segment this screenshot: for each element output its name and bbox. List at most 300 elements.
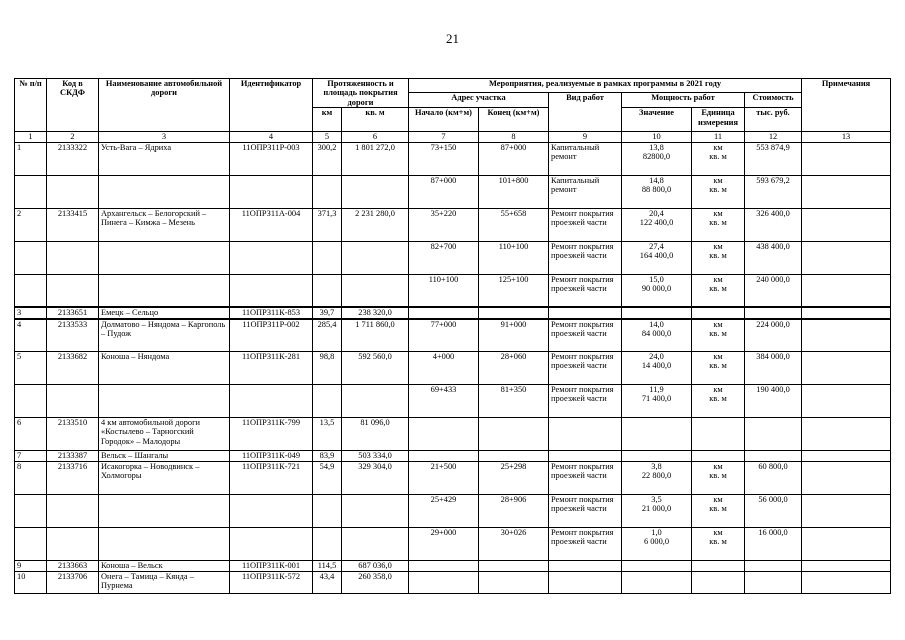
empty-cell bbox=[622, 561, 692, 572]
empty-cell bbox=[47, 274, 99, 307]
row-number: 5 bbox=[15, 352, 47, 385]
empty-cell bbox=[622, 572, 692, 594]
work-unit-linear: км bbox=[713, 352, 723, 362]
work-value-area: 90 000,0 bbox=[641, 284, 672, 294]
work-value bbox=[622, 462, 692, 495]
road-area-sqm: 1 801 272,0 bbox=[342, 142, 409, 175]
empty-cell bbox=[692, 561, 745, 572]
row-number: 6 bbox=[15, 418, 47, 451]
work-unit-area: кв. м bbox=[709, 251, 727, 261]
notes-cell bbox=[802, 528, 891, 561]
road-name: Усть-Вага – Ядриха bbox=[99, 142, 230, 175]
road-area-sqm: 1 711 860,0 bbox=[342, 319, 409, 352]
column-number: 2 bbox=[47, 132, 99, 142]
empty-cell bbox=[230, 241, 313, 274]
notes-cell bbox=[802, 462, 891, 495]
section-end: 125+100 bbox=[479, 274, 549, 307]
road-code: 2133706 bbox=[47, 572, 99, 594]
empty-cell bbox=[622, 307, 692, 318]
road-area-sqm: 592 560,0 bbox=[342, 352, 409, 385]
road-name: Исакогорка – Новодвинск – Холмогоры bbox=[99, 462, 230, 495]
work-value bbox=[622, 274, 692, 307]
work-unit-area: кв. м bbox=[709, 394, 727, 404]
empty-cell bbox=[99, 385, 230, 418]
road-identifier: 11ОПРЗ11К-001 bbox=[230, 561, 313, 572]
work-unit-linear: км bbox=[713, 462, 723, 472]
empty-cell bbox=[99, 274, 230, 307]
work-unit bbox=[692, 462, 745, 495]
notes-cell bbox=[802, 307, 891, 318]
road-name: Онега – Тамица – Кянда – Пурнема bbox=[99, 572, 230, 594]
road-name: Емецк – Сельцо bbox=[99, 307, 230, 318]
work-value-area: 88 800,0 bbox=[641, 185, 672, 195]
notes-cell bbox=[802, 274, 891, 307]
empty-cell bbox=[745, 418, 802, 451]
empty-cell bbox=[230, 175, 313, 208]
column-number: 12 bbox=[745, 132, 802, 142]
road-program-table bbox=[14, 78, 891, 594]
work-value-area: 164 400,0 bbox=[639, 251, 674, 261]
road-name: Вельск – Шангалы bbox=[99, 451, 230, 462]
row-number: 10 bbox=[15, 572, 47, 594]
work-type: Капитальный ремонт bbox=[549, 142, 622, 175]
road-identifier: 11ОПРЗ11К-853 bbox=[230, 307, 313, 318]
column-number: 4 bbox=[230, 132, 313, 142]
empty-cell bbox=[47, 385, 99, 418]
header-activities: Мероприятия, реализуемые в рамках программы в 2021 году bbox=[409, 79, 802, 93]
road-identifier: 11ОПРЗ11К-281 bbox=[230, 352, 313, 385]
empty-cell bbox=[313, 528, 342, 561]
section-end: 28+906 bbox=[479, 495, 549, 528]
table-row bbox=[15, 319, 891, 352]
empty-cell bbox=[622, 451, 692, 462]
notes-cell bbox=[802, 241, 891, 274]
empty-cell bbox=[549, 451, 622, 462]
work-unit-linear: км bbox=[713, 528, 723, 538]
road-area-sqm: 687 036,0 bbox=[342, 561, 409, 572]
empty-cell bbox=[342, 241, 409, 274]
work-value-linear: 13,8 bbox=[649, 142, 664, 152]
section-start: 73+150 bbox=[409, 142, 479, 175]
work-value-linear: 20,4 bbox=[649, 208, 664, 218]
work-type: Капитальный ремонт bbox=[549, 175, 622, 208]
header-start: Начало (км+м) bbox=[409, 108, 479, 132]
section-end: 28+060 bbox=[479, 352, 549, 385]
empty-cell bbox=[479, 572, 549, 594]
header-unit: Единица измерения bbox=[692, 108, 745, 132]
empty-cell bbox=[479, 451, 549, 462]
column-number: 9 bbox=[549, 132, 622, 142]
notes-cell bbox=[802, 352, 891, 385]
empty-cell bbox=[479, 561, 549, 572]
work-value-area: 6 000,0 bbox=[643, 537, 670, 547]
work-unit-area: кв. м bbox=[709, 504, 727, 514]
notes-cell bbox=[802, 208, 891, 241]
work-value bbox=[622, 142, 692, 175]
column-number: 11 bbox=[692, 132, 745, 142]
header-end: Конец (км+м) bbox=[479, 108, 549, 132]
empty-cell bbox=[342, 495, 409, 528]
empty-cell bbox=[409, 307, 479, 318]
empty-cell bbox=[549, 418, 622, 451]
work-type: Ремонт покрытия проезжей части bbox=[549, 528, 622, 561]
road-code: 2133682 bbox=[47, 352, 99, 385]
work-cost: 56 000,0 bbox=[745, 495, 802, 528]
work-value-area: 84 000,0 bbox=[641, 328, 672, 338]
road-length-km: 54,9 bbox=[313, 462, 342, 495]
row-number: 7 bbox=[15, 451, 47, 462]
row-number: 2 bbox=[15, 208, 47, 241]
row-number: 4 bbox=[15, 319, 47, 352]
work-unit bbox=[692, 208, 745, 241]
road-identifier: 11ОПРЗ11Р-002 bbox=[230, 319, 313, 352]
empty-cell bbox=[313, 175, 342, 208]
road-name: 4 км автомобильной дороги «Костылево – Тарногский Городок» – Малодоры bbox=[99, 418, 230, 451]
column-number: 6 bbox=[342, 132, 409, 142]
work-value-linear: 3,5 bbox=[651, 495, 662, 505]
notes-cell bbox=[802, 495, 891, 528]
work-cost: 384 000,0 bbox=[745, 352, 802, 385]
work-unit-area: кв. м bbox=[709, 328, 727, 338]
notes-cell bbox=[802, 385, 891, 418]
road-length-km: 83,9 bbox=[313, 451, 342, 462]
section-start: 29+000 bbox=[409, 528, 479, 561]
column-number: 5 bbox=[313, 132, 342, 142]
empty-cell bbox=[15, 385, 47, 418]
empty-cell bbox=[549, 572, 622, 594]
work-value-linear: 24,0 bbox=[649, 352, 664, 362]
header-code: Код в СКДФ bbox=[47, 79, 99, 132]
empty-cell bbox=[692, 451, 745, 462]
work-unit-area: кв. м bbox=[709, 185, 727, 195]
work-unit-linear: км bbox=[713, 208, 723, 218]
notes-cell bbox=[802, 572, 891, 594]
empty-cell bbox=[745, 307, 802, 318]
header-notes: Примечания bbox=[802, 79, 891, 132]
section-start: 4+000 bbox=[409, 352, 479, 385]
work-value-area: 82800,0 bbox=[642, 152, 671, 162]
road-code: 2133322 bbox=[47, 142, 99, 175]
section-start: 77+000 bbox=[409, 319, 479, 352]
empty-cell bbox=[549, 561, 622, 572]
row-number: 1 bbox=[15, 142, 47, 175]
empty-cell bbox=[15, 495, 47, 528]
table-header bbox=[15, 79, 891, 143]
work-cost: 438 400,0 bbox=[745, 241, 802, 274]
empty-cell bbox=[99, 175, 230, 208]
empty-cell bbox=[342, 528, 409, 561]
work-value-linear: 14,0 bbox=[649, 319, 664, 329]
road-code: 2133415 bbox=[47, 208, 99, 241]
work-cost: 224 000,0 bbox=[745, 319, 802, 352]
work-unit bbox=[692, 175, 745, 208]
notes-cell bbox=[802, 418, 891, 451]
empty-cell bbox=[622, 418, 692, 451]
header-cost: Стоимость bbox=[745, 93, 802, 108]
header-length: Протяженность и площадь покрытия дороги bbox=[313, 79, 409, 108]
column-number: 10 bbox=[622, 132, 692, 142]
work-value bbox=[622, 208, 692, 241]
column-number: 13 bbox=[802, 132, 891, 142]
table-row bbox=[15, 352, 891, 385]
work-unit-linear: км bbox=[713, 175, 723, 185]
empty-cell bbox=[479, 418, 549, 451]
road-code: 2133533 bbox=[47, 319, 99, 352]
work-unit-area: кв. м bbox=[709, 361, 727, 371]
table-row bbox=[15, 418, 891, 451]
work-cost: 240 000,0 bbox=[745, 274, 802, 307]
work-unit-linear: км bbox=[713, 274, 723, 284]
road-code: 2133651 bbox=[47, 307, 99, 318]
table-row bbox=[15, 175, 891, 208]
section-start: 21+500 bbox=[409, 462, 479, 495]
section-start: 69+433 bbox=[409, 385, 479, 418]
empty-cell bbox=[409, 572, 479, 594]
empty-cell bbox=[230, 528, 313, 561]
work-value-linear: 11,9 bbox=[649, 385, 664, 395]
work-unit-linear: км bbox=[713, 495, 723, 505]
road-area-sqm: 238 320,0 bbox=[342, 307, 409, 318]
work-type: Ремонт покрытия проезжей части bbox=[549, 495, 622, 528]
work-unit bbox=[692, 319, 745, 352]
road-name: Коноша – Няндома bbox=[99, 352, 230, 385]
road-length-km: 39,7 bbox=[313, 307, 342, 318]
work-value bbox=[622, 385, 692, 418]
work-value-area: 21 000,0 bbox=[641, 504, 672, 514]
work-type: Ремонт покрытия проезжей части bbox=[549, 385, 622, 418]
work-value bbox=[622, 495, 692, 528]
road-area-sqm: 260 358,0 bbox=[342, 572, 409, 594]
empty-cell bbox=[692, 418, 745, 451]
row-number: 9 bbox=[15, 561, 47, 572]
work-unit-linear: км bbox=[713, 319, 723, 329]
work-unit bbox=[692, 352, 745, 385]
empty-cell bbox=[342, 274, 409, 307]
column-number: 3 bbox=[99, 132, 230, 142]
work-value-linear: 15,0 bbox=[649, 274, 664, 284]
road-name: Архангельск – Белогорский – Пинега – Кимжа – Мезень bbox=[99, 208, 230, 241]
empty-cell bbox=[15, 175, 47, 208]
section-end: 55+658 bbox=[479, 208, 549, 241]
road-identifier: 11ОПРЗ11К-572 bbox=[230, 572, 313, 594]
header-ident: Идентификатор bbox=[230, 79, 313, 132]
work-unit bbox=[692, 142, 745, 175]
table-row bbox=[15, 385, 891, 418]
work-unit bbox=[692, 385, 745, 418]
column-number: 8 bbox=[479, 132, 549, 142]
empty-cell bbox=[342, 385, 409, 418]
section-end: 91+000 bbox=[479, 319, 549, 352]
work-value bbox=[622, 319, 692, 352]
page-number: 21 bbox=[446, 31, 459, 46]
empty-cell bbox=[230, 385, 313, 418]
empty-cell bbox=[47, 528, 99, 561]
road-name: Коноша – Вельск bbox=[99, 561, 230, 572]
work-value-area: 22 800,0 bbox=[641, 471, 672, 481]
notes-cell bbox=[802, 561, 891, 572]
road-name: Долматово – Няндома – Каргополь – Пудож bbox=[99, 319, 230, 352]
work-cost: 190 400,0 bbox=[745, 385, 802, 418]
table-row bbox=[15, 208, 891, 241]
road-code: 2133387 bbox=[47, 451, 99, 462]
work-unit-linear: км bbox=[713, 241, 723, 251]
work-unit-area: кв. м bbox=[709, 537, 727, 547]
work-cost: 326 400,0 bbox=[745, 208, 802, 241]
table-row bbox=[15, 241, 891, 274]
road-length-km: 371,3 bbox=[313, 208, 342, 241]
work-value bbox=[622, 175, 692, 208]
work-type: Ремонт покрытия проезжей части bbox=[549, 352, 622, 385]
empty-cell bbox=[313, 274, 342, 307]
empty-cell bbox=[745, 572, 802, 594]
section-start: 87+000 bbox=[409, 175, 479, 208]
empty-cell bbox=[409, 451, 479, 462]
road-area-sqm: 503 334,0 bbox=[342, 451, 409, 462]
road-identifier: 11ОПРЗ11А-004 bbox=[230, 208, 313, 241]
header-name: Наименование автомобильной дороги bbox=[99, 79, 230, 132]
work-unit-linear: км bbox=[713, 385, 723, 395]
work-value-linear: 3,8 bbox=[651, 462, 662, 472]
empty-cell bbox=[313, 495, 342, 528]
road-code: 2133663 bbox=[47, 561, 99, 572]
empty-cell bbox=[409, 418, 479, 451]
header-address: Адрес участка bbox=[409, 93, 549, 108]
empty-cell bbox=[15, 241, 47, 274]
section-start: 35+220 bbox=[409, 208, 479, 241]
section-start: 110+100 bbox=[409, 274, 479, 307]
work-value-area: 14 400,0 bbox=[641, 361, 672, 371]
road-length-km: 13,5 bbox=[313, 418, 342, 451]
table-row bbox=[15, 528, 891, 561]
empty-cell bbox=[409, 561, 479, 572]
work-value bbox=[622, 241, 692, 274]
empty-cell bbox=[745, 451, 802, 462]
work-value-area: 122 400,0 bbox=[639, 218, 674, 228]
work-cost: 60 800,0 bbox=[745, 462, 802, 495]
road-area-sqm: 2 231 280,0 bbox=[342, 208, 409, 241]
work-cost: 16 000,0 bbox=[745, 528, 802, 561]
empty-cell bbox=[99, 241, 230, 274]
empty-cell bbox=[99, 495, 230, 528]
header-num: № п/п bbox=[15, 79, 47, 132]
work-type: Ремонт покрытия проезжей части bbox=[549, 208, 622, 241]
work-cost: 593 679,2 bbox=[745, 175, 802, 208]
work-unit-area: кв. м bbox=[709, 284, 727, 294]
row-number: 3 bbox=[15, 307, 47, 318]
section-end: 25+298 bbox=[479, 462, 549, 495]
work-value-linear: 14,8 bbox=[649, 175, 664, 185]
work-unit-area: кв. м bbox=[709, 471, 727, 481]
section-start: 82+700 bbox=[409, 241, 479, 274]
empty-cell bbox=[313, 385, 342, 418]
header-work-type: Вид работ bbox=[549, 93, 622, 132]
empty-cell bbox=[549, 307, 622, 318]
table-row bbox=[15, 572, 891, 594]
empty-cell bbox=[15, 528, 47, 561]
table-body bbox=[15, 142, 891, 593]
header-capacity: Мощность работ bbox=[622, 93, 745, 108]
work-value bbox=[622, 528, 692, 561]
section-end: 101+800 bbox=[479, 175, 549, 208]
notes-cell bbox=[802, 451, 891, 462]
empty-cell bbox=[47, 175, 99, 208]
work-unit-area: кв. м bbox=[709, 218, 727, 228]
work-unit bbox=[692, 495, 745, 528]
work-value-linear: 27,4 bbox=[649, 241, 664, 251]
work-value-area: 71 400,0 bbox=[641, 394, 672, 404]
table-row bbox=[15, 451, 891, 462]
work-type: Ремонт покрытия проезжей части bbox=[549, 319, 622, 352]
road-identifier: 11ОПРЗ11Р-003 bbox=[230, 142, 313, 175]
empty-cell bbox=[47, 495, 99, 528]
road-area-sqm: 81 096,0 bbox=[342, 418, 409, 451]
section-end: 30+026 bbox=[479, 528, 549, 561]
notes-cell bbox=[802, 319, 891, 352]
work-value bbox=[622, 352, 692, 385]
table-row bbox=[15, 307, 891, 318]
header-cost-unit: тыс. руб. bbox=[745, 108, 802, 132]
header-km: км bbox=[313, 108, 342, 132]
road-length-km: 98,8 bbox=[313, 352, 342, 385]
empty-cell bbox=[230, 495, 313, 528]
work-type: Ремонт покрытия проезжей части bbox=[549, 462, 622, 495]
table-row bbox=[15, 274, 891, 307]
empty-cell bbox=[342, 175, 409, 208]
road-code: 2133716 bbox=[47, 462, 99, 495]
column-number-row bbox=[15, 132, 891, 142]
table-row bbox=[15, 462, 891, 495]
notes-cell bbox=[802, 175, 891, 208]
work-value-linear: 1,0 bbox=[651, 528, 662, 538]
table-row bbox=[15, 142, 891, 175]
road-identifier: 11ОПРЗ11К-799 bbox=[230, 418, 313, 451]
work-type: Ремонт покрытия проезжей части bbox=[549, 241, 622, 274]
notes-cell bbox=[802, 142, 891, 175]
header-value: Значение bbox=[622, 108, 692, 132]
empty-cell bbox=[47, 241, 99, 274]
road-code: 2133510 bbox=[47, 418, 99, 451]
empty-cell bbox=[692, 307, 745, 318]
road-identifier: 11ОПРЗ11К-049 bbox=[230, 451, 313, 462]
header-sqm: кв. м bbox=[342, 108, 409, 132]
work-cost: 553 874,9 bbox=[745, 142, 802, 175]
road-area-sqm: 329 304,0 bbox=[342, 462, 409, 495]
empty-cell bbox=[230, 274, 313, 307]
work-unit bbox=[692, 241, 745, 274]
work-unit-linear: км bbox=[713, 142, 723, 152]
section-end: 81+350 bbox=[479, 385, 549, 418]
section-end: 87+000 bbox=[479, 142, 549, 175]
work-type: Ремонт покрытия проезжей части bbox=[549, 274, 622, 307]
column-number: 1 bbox=[15, 132, 47, 142]
section-end: 110+100 bbox=[479, 241, 549, 274]
empty-cell bbox=[479, 307, 549, 318]
road-length-km: 114,5 bbox=[313, 561, 342, 572]
work-unit bbox=[692, 528, 745, 561]
empty-cell bbox=[313, 241, 342, 274]
table-row bbox=[15, 561, 891, 572]
empty-cell bbox=[99, 528, 230, 561]
road-length-km: 285,4 bbox=[313, 319, 342, 352]
column-number: 7 bbox=[409, 132, 479, 142]
empty-cell bbox=[692, 572, 745, 594]
empty-cell bbox=[15, 274, 47, 307]
row-number: 8 bbox=[15, 462, 47, 495]
section-start: 25+429 bbox=[409, 495, 479, 528]
work-unit bbox=[692, 274, 745, 307]
road-identifier: 11ОПРЗ11К-721 bbox=[230, 462, 313, 495]
work-unit-area: кв. м bbox=[709, 152, 727, 162]
